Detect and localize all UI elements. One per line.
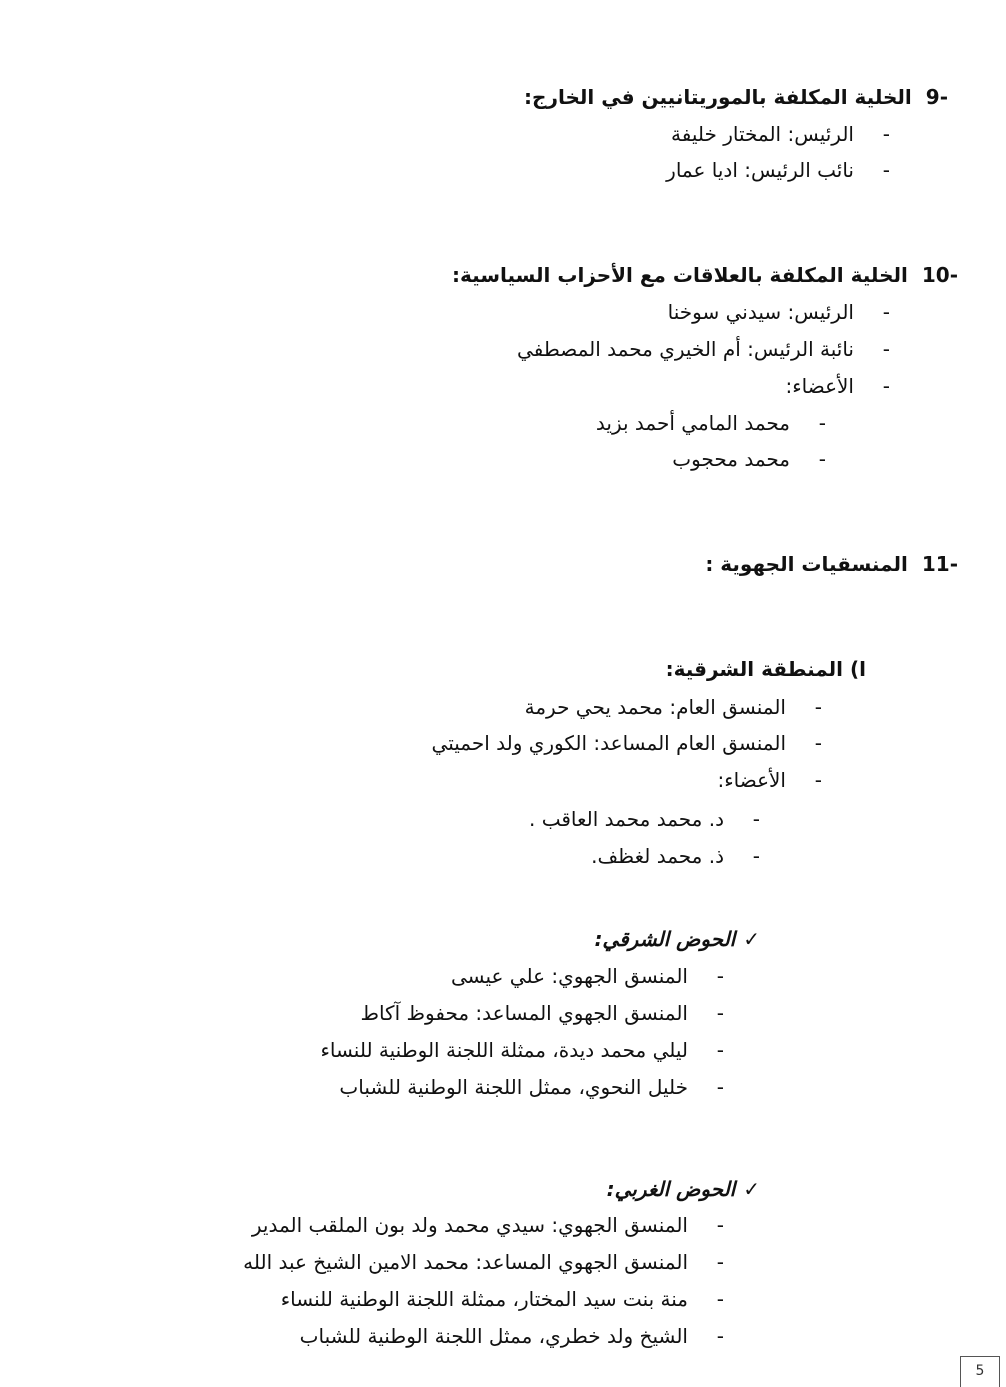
member-text: د. محمد محمد العاقب . xyxy=(528,807,724,831)
checkmark-icon: ✓ xyxy=(743,927,760,951)
list-item xyxy=(432,730,822,756)
region-heading xyxy=(666,656,866,682)
dash-bullet: - xyxy=(882,300,890,324)
dash-bullet: - xyxy=(814,695,822,719)
member-item xyxy=(591,843,760,869)
list-item xyxy=(243,1249,724,1275)
dash-bullet: - xyxy=(752,807,760,831)
list-item-text: خليل النحوي، ممثل اللجنة الوطنية للشباب xyxy=(339,1075,688,1099)
list-item xyxy=(252,1212,724,1238)
list-item xyxy=(300,1323,724,1349)
member-text: ذ. محمد لغظف. xyxy=(591,844,724,868)
dash-bullet: - xyxy=(716,1324,724,1348)
list-item xyxy=(786,373,890,399)
list-item-text: منة بنت سيد المختار، ممثلة اللجنة الوطنية للنساء xyxy=(280,1287,688,1311)
dash-bullet: - xyxy=(814,731,822,755)
region-title: ا) المنطقة الشرقية: xyxy=(665,657,866,681)
dash-bullet: - xyxy=(882,374,890,398)
dash-bullet: - xyxy=(814,768,822,792)
list-item-text: الأعضاء: xyxy=(785,374,854,398)
dash-bullet: - xyxy=(716,1213,724,1237)
list-item-text: المنسق الجهوي: علي عيسى xyxy=(450,964,688,988)
section-number: 11- xyxy=(921,552,958,576)
list-item-text: المنسق العام المساعد: الكوري ولد احميتي xyxy=(431,731,786,755)
list-item-text: نائبة الرئيس: أم الخيري محمد المصطفي xyxy=(517,337,854,361)
dash-bullet: - xyxy=(716,964,724,988)
list-item-text: الأعضاء: xyxy=(717,768,786,792)
section-number: 9- xyxy=(925,85,948,109)
list-item xyxy=(668,299,890,325)
section-heading-11 xyxy=(705,551,958,577)
list-item xyxy=(339,1074,724,1100)
basin-title: الحوض الغربي: xyxy=(606,1177,736,1201)
dash-bullet: - xyxy=(716,1287,724,1311)
checkmark-icon: ✓ xyxy=(743,1177,760,1201)
basin-title: الحوض الشرقي: xyxy=(594,927,736,951)
list-item xyxy=(525,694,822,720)
list-item xyxy=(517,336,890,362)
section-title: الخلية المكلفة بالعلاقات مع الأحزاب السياسية: xyxy=(452,263,908,287)
basin-heading xyxy=(594,926,760,952)
list-item xyxy=(320,1037,724,1063)
dash-bullet: - xyxy=(716,1038,724,1062)
section-heading-9 xyxy=(524,84,948,110)
dash-bullet: - xyxy=(716,1075,724,1099)
section-heading-10 xyxy=(452,262,958,288)
section-title: الخلية المكلفة بالموريتانيين في الخارج: xyxy=(524,85,912,109)
page-number: 5 xyxy=(960,1356,1000,1387)
dash-bullet: - xyxy=(752,844,760,868)
basin-heading xyxy=(607,1176,760,1202)
dash-bullet: - xyxy=(716,1250,724,1274)
list-item-text: الشيخ ولد خطري، ممثل اللجنة الوطنية للشباب xyxy=(299,1324,688,1348)
dash-bullet: - xyxy=(882,158,890,182)
dash-bullet: - xyxy=(882,122,890,146)
list-item xyxy=(281,1286,724,1312)
member-text: محمد المامي أحمد بزيد xyxy=(595,411,790,435)
dash-bullet: - xyxy=(818,411,826,435)
section-number: 10- xyxy=(921,263,958,287)
list-item-text: المنسق الجهوي المساعد: محمد الامين الشيخ عبد الله xyxy=(243,1250,688,1274)
list-item xyxy=(360,1000,724,1026)
member-item xyxy=(596,410,826,436)
member-item xyxy=(529,806,760,832)
list-item-text: ليلي محمد ديدة، ممثلة اللجنة الوطنية للنساء xyxy=(320,1038,688,1062)
list-item-text: الرئيس: سيدني سوخنا xyxy=(667,300,854,324)
list-item-text: نائب الرئيس: اديا عمار xyxy=(666,158,854,182)
dash-bullet: - xyxy=(716,1001,724,1025)
list-item-text: المنسق الجهوي المساعد: محفوظ آكاط xyxy=(360,1001,688,1025)
list-item-text: المنسق الجهوي: سيدي محمد ولد بون الملقب المدير xyxy=(251,1213,688,1237)
member-text: محمد محجوب xyxy=(672,447,790,471)
dash-bullet: - xyxy=(818,447,826,471)
list-item-text: المنسق العام: محمد يحي حرمة xyxy=(524,695,786,719)
list-item xyxy=(666,157,890,183)
list-item xyxy=(671,121,890,147)
list-item-text: الرئيس: المختار خليفة xyxy=(670,122,854,146)
section-title: المنسقيات الجهوية : xyxy=(705,552,908,576)
list-item xyxy=(718,767,822,793)
list-item xyxy=(451,963,724,989)
member-item xyxy=(672,446,826,472)
dash-bullet: - xyxy=(882,337,890,361)
